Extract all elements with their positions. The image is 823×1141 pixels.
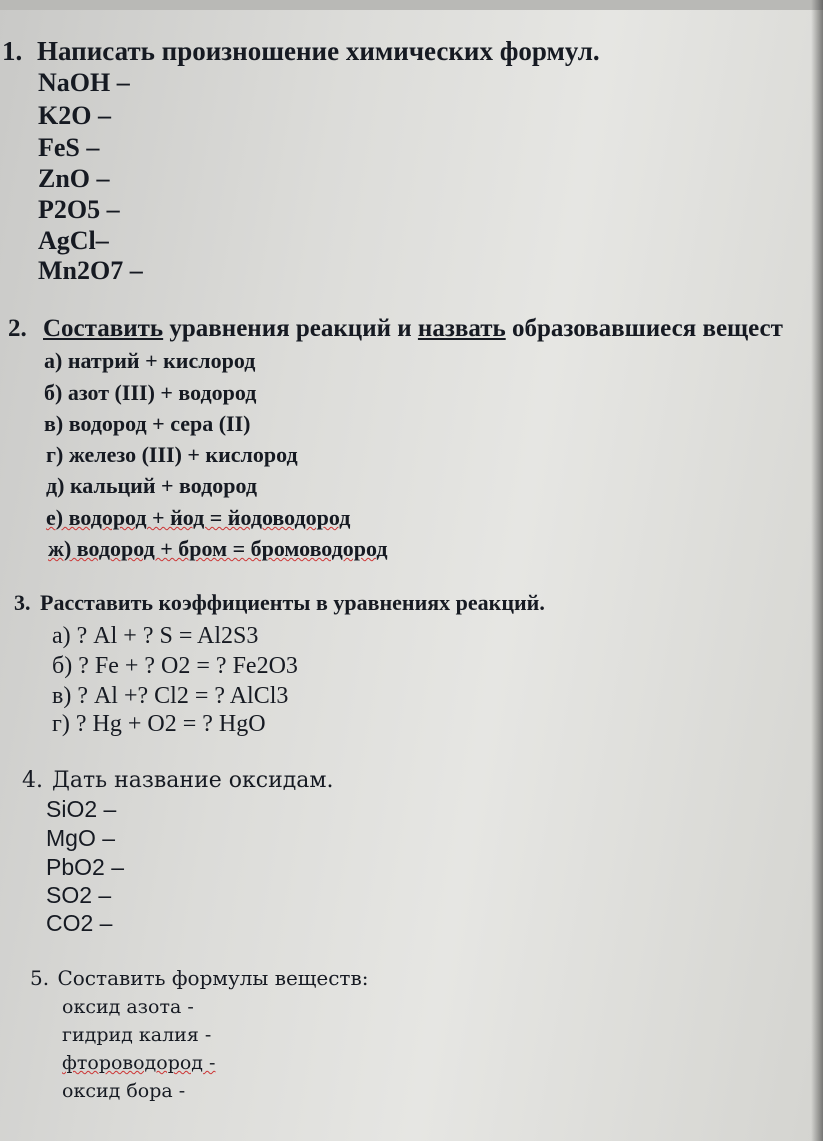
task4-heading: [22, 770, 334, 792]
task2-title-a: Составить: [43, 315, 164, 342]
task4-item: MgO –: [46, 825, 116, 851]
task5-item: оксид азота -: [62, 996, 194, 1018]
task2-title-b: уравнения реакций и: [163, 315, 418, 342]
task3-item: г) ? Hg + O2 = ? HgO: [52, 711, 266, 737]
task5-number: 5.: [30, 966, 50, 990]
task3-heading: [14, 592, 545, 614]
task2-item: б) азот (III) + водород: [44, 380, 257, 405]
task3-number: 3.: [14, 590, 31, 615]
task3-item: а) ? Al + ? S = Al2S3: [52, 623, 259, 649]
task2-number: 2.: [8, 315, 27, 342]
task4-item: SiO2 –: [46, 796, 117, 822]
task4-item: SO2 –: [46, 882, 112, 908]
task2-item: а) натрий + кислород: [44, 348, 256, 373]
task4-number: 4.: [22, 768, 43, 793]
task2-item: ж) водород + бром = бромоводород: [48, 536, 388, 561]
task2-title-d: образовавшиеся вещест: [505, 315, 783, 342]
task3-title: Расставить коэффициенты в уравнениях реакций.: [40, 590, 545, 615]
task2-item: г) железо (III) + кислород: [46, 442, 298, 467]
top-edge: [0, 0, 823, 10]
task3-item: в) ? Al +? Cl2 = ? AlCl3: [52, 683, 289, 709]
task2-heading: [8, 316, 783, 341]
task1-item: K2O –: [38, 101, 111, 130]
task1-title: Написать произношение химических формул.: [37, 36, 600, 66]
task1-item: ZnO –: [38, 164, 110, 193]
task2-title-c: назвать: [417, 315, 506, 342]
task5-item: фтороводород -: [62, 1052, 216, 1074]
task1-heading: [2, 38, 600, 65]
task2-item: е) водород + йод = йодоводород: [46, 505, 351, 530]
task2-item: д) кальций + водород: [46, 473, 257, 498]
task4-item: CO2 –: [46, 910, 113, 936]
task1-item: FeS –: [38, 133, 100, 162]
task1-number: 1.: [2, 36, 23, 66]
task1-item: AgCl–: [38, 226, 109, 255]
task5-title: Составить формулы веществ:: [57, 966, 369, 990]
task3-item: б) ? Fe + ? O2 = ? Fe2O3: [52, 653, 298, 679]
task1-item: Mn2O7 –: [38, 256, 143, 285]
task4-title: Дать название оксидам.: [52, 768, 334, 793]
task5-item: оксид бора -: [62, 1080, 186, 1102]
task5-heading: [30, 968, 368, 988]
task1-item: P2O5 –: [38, 195, 120, 224]
right-edge-shadow: [811, 0, 823, 1141]
task2-item: в) водород + сера (II): [44, 411, 251, 436]
task5-item: гидрид калия -: [62, 1024, 212, 1046]
task4-item: PbO2 –: [46, 854, 124, 880]
task1-item: NaOH –: [38, 68, 130, 97]
